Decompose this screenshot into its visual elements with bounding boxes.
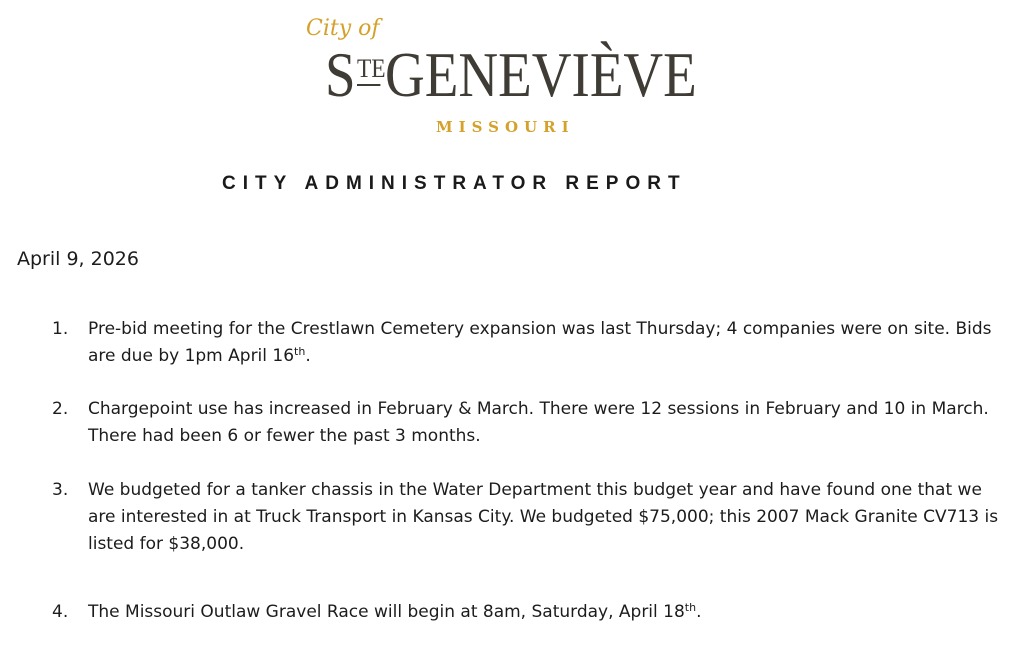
list-item [52,316,1002,370]
item-text [88,599,1000,626]
item-text [88,316,1000,370]
item-text [88,477,1000,558]
logo-name-rest: GENEVIÈVE [385,39,697,110]
logo-city-of: City of [306,16,380,41]
item-number: 2. [52,399,69,419]
item-text-main: The Missouri Outlaw Gravel Race will begin at 8am, Saturday, April 18 [88,602,685,622]
list-item [52,396,1002,450]
item-text [88,396,1000,450]
item-number: 3. [52,480,69,500]
item-text-end: . [305,346,311,366]
list-item [52,599,1002,626]
logo-name-te: TE [357,56,380,86]
item-number: 1. [52,319,69,339]
logo-name-s: S [325,39,356,110]
item-text-sup: th [684,601,697,614]
item-text-main: Pre-bid meeting for the Crestlawn Cemetery expansion was last Thursday; 4 companies were on site. Bids are due by 1pm April 16 [88,319,992,366]
logo-state: MISSOURI [436,118,575,136]
item-text-main: Chargepoint use has increased in February & March. There were 12 sessions in February and 10 in March. There had been 6 or fewer the past 3 months. [88,399,989,446]
report-title: CITY ADMINISTRATOR REPORT [222,173,687,194]
item-text-sup: th [294,345,306,358]
report-date: April 9, 2026 [17,248,139,270]
item-number: 4. [52,602,69,622]
list-item [52,477,1002,558]
item-text-end: . [696,602,702,622]
item-text-main: We budgeted for a tanker chassis in the Water Department this budget year and have found one that we are interested in at Truck Transport in Kansas City. We budgeted $75,000; this 2007 Mack Granite CV713 is listed for $38,000. [88,480,999,554]
